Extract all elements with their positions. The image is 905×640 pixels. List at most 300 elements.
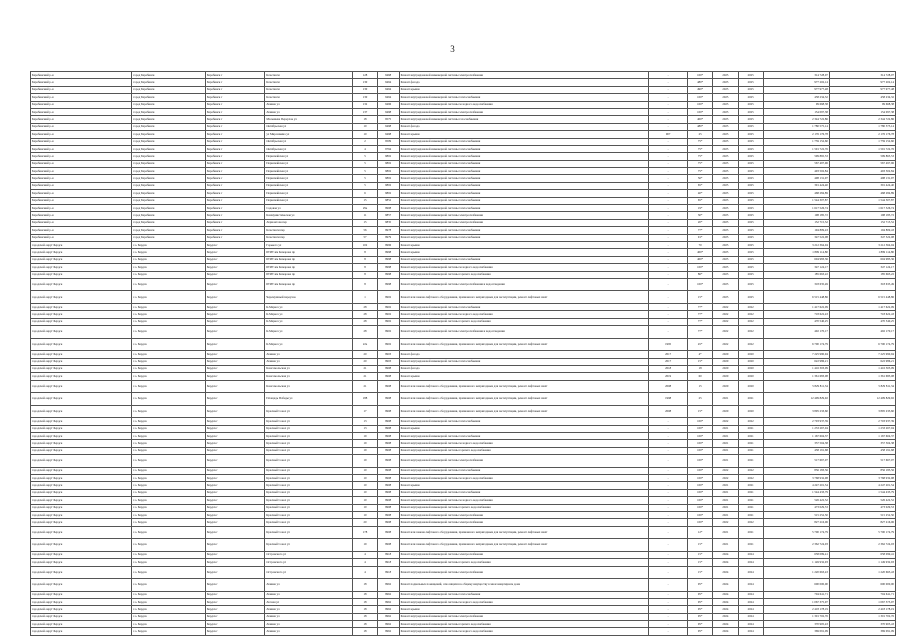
total-cost-cell: 3 212 364,04 (829, 241, 895, 248)
end-year-cell: 2024 (738, 591, 763, 598)
street-cell: Островского ул (265, 551, 353, 558)
street-cell: Кочетнаги (265, 86, 353, 93)
work-type-cell: Ремонт внутридомовой инженерной системы горячего водоснабжения (399, 447, 649, 454)
plan-year-cell: 2022 (713, 338, 738, 351)
total-cost-cell: 498 131,97 (829, 175, 895, 182)
house-number-cell: 8 (353, 264, 377, 271)
street-cell: Ленина ул (265, 108, 353, 115)
street-cell: Кочетнаги (265, 72, 353, 79)
year-cell: 2008 (649, 405, 688, 418)
municipality-cell: г.о. Бердск (132, 380, 206, 393)
house-id-cell: 9908 (377, 489, 399, 496)
district-cell: городской округ Бердск (31, 621, 132, 628)
house-number-cell: 10 (353, 475, 377, 482)
settlement-cell: Бердск г (205, 613, 264, 620)
house-id-cell: 9908 (377, 519, 399, 526)
house-number-cell: 5 (353, 168, 377, 175)
house-number-cell: 15 (353, 219, 377, 226)
year-cell: - (649, 432, 688, 439)
year-cell: 1995 (649, 338, 688, 351)
street-cell: Октябрьская ул (265, 145, 353, 152)
work-type-cell: Ремонт или замена лифтового оборудования, признанного непригодным для эксплуатации, ремонт лифтовых шахт (399, 291, 649, 304)
page-number: 3 (450, 44, 455, 54)
house-id-cell: 9998 (377, 264, 399, 271)
district-cell: Барабинский р-н (31, 145, 132, 152)
district-cell: городской округ Бердск (31, 497, 132, 504)
house-number-cell: 8 (353, 278, 377, 291)
plan-year-cell: 2025 (713, 190, 738, 197)
total-cost-cell: 152 715,52 (829, 219, 895, 226)
plan-year-cell: 2020 (713, 405, 738, 418)
house-id-cell: 9908 (377, 393, 399, 406)
work-type-cell: Ремонт внутридомовой инженерной системы электроснабжения (399, 613, 649, 620)
total-cost-cell: 1 416 303,09 (829, 365, 895, 372)
table-row (31, 108, 896, 115)
cost-cell: 1 416 303,09 (763, 365, 829, 372)
municipality-cell: г.о. Бердск (132, 613, 206, 620)
table-row (31, 190, 896, 197)
year-cell: 2018 (649, 365, 688, 372)
municipality-cell: г.о. Бердск (132, 440, 206, 447)
end-year-cell: 2025 (738, 160, 763, 167)
cost-cell: 526 422,52 (763, 497, 829, 504)
district-cell: городской округ Бердск (31, 303, 132, 310)
plan-year-cell: 2025 (713, 249, 738, 256)
plan-year-cell: 2021 (713, 455, 738, 468)
plan-year-cell: 2022 (713, 318, 738, 325)
municipality-cell: г.о. Бердск (132, 365, 206, 372)
cost-cell: 1 591 722,76 (763, 145, 829, 152)
work-type-cell: Ремонт внутридомовой инженерной системы электроснабжения (399, 108, 649, 115)
house-id-cell: 9962 (377, 621, 399, 628)
house-number-cell: 8 (353, 271, 377, 278)
plan-year-cell: 2025 (713, 94, 738, 101)
volume-cell: 100* (687, 432, 712, 439)
municipality-cell: г.о. Бердск (132, 278, 206, 291)
year-cell: - (649, 234, 688, 241)
municipality-cell: г.о. Бердск (132, 311, 206, 318)
house-number-cell: 20 (353, 351, 377, 358)
street-cell: Комсомольская ул (265, 373, 353, 380)
settlement-cell: Бердск г (205, 271, 264, 278)
table-row (31, 234, 896, 241)
settlement-cell: Бердск г (205, 475, 264, 482)
work-type-cell: Ремонт крыши (399, 482, 649, 489)
district-cell: Барабинский р-н (31, 72, 132, 79)
end-year-cell: 2022 (738, 311, 763, 318)
house-id-cell: 9802 (377, 190, 399, 197)
street-cell: Кочетнаги пер (265, 227, 353, 234)
table-row (31, 351, 896, 358)
plan-year-cell: 2020 (713, 365, 738, 372)
street-cell: БТИТ им Комарова пр (265, 278, 353, 291)
total-cost-cell: 473 029,53 (829, 504, 895, 511)
year-cell: - (649, 271, 688, 278)
volume-cell: 100* (687, 108, 712, 115)
street-cell: Первомайская ул (265, 168, 353, 175)
settlement-cell: Бердск г (205, 351, 264, 358)
house-number-cell: 18 (353, 598, 377, 605)
district-cell: Барабинский р-н (31, 168, 132, 175)
house-number-cell: 15 (353, 197, 377, 204)
total-cost-cell: 185 663,22 (829, 271, 895, 278)
work-type-cell: Ремонт внутридомовой инженерной системы холодного водоснабжения (399, 101, 649, 108)
house-id-cell: 9857 (377, 212, 399, 219)
table-row (31, 373, 896, 380)
district-cell: городской округ Бердск (31, 318, 132, 325)
cost-cell: 1 617 526,74 (763, 205, 829, 212)
cost-cell: 3 895 233,60 (763, 405, 829, 418)
house-number-cell: 20 (353, 519, 377, 526)
house-id-cell: 9998 (377, 256, 399, 263)
work-type-cell: Ремонт внутридомовой инженерной системы теплоснабжения (399, 418, 649, 425)
total-cost-cell: 2 176 176,78 (829, 131, 895, 138)
end-year-cell: 2025 (738, 256, 763, 263)
house-number-cell: 18 (353, 613, 377, 620)
total-cost-cell: 347 124,17 (829, 264, 895, 271)
municipality-cell: г.о. Бердск (132, 551, 206, 558)
plan-year-cell: 2022 (713, 311, 738, 318)
plan-year-cell: 2020 (713, 373, 738, 380)
house-number-cell: 21 (353, 365, 377, 372)
end-year-cell: 2024 (738, 621, 763, 628)
year-cell: - (649, 511, 688, 518)
cost-cell: 1 417 622,09 (763, 303, 829, 310)
house-number-cell: 130 (353, 86, 377, 93)
work-type-cell: Ремонт фасада (399, 351, 649, 358)
settlement-cell: Барабинск г (205, 168, 264, 175)
cost-cell: 492 170,17 (763, 326, 829, 339)
street-cell: Октябрьская ул (265, 138, 353, 145)
end-year-cell: 2024 (738, 579, 763, 592)
year-cell: - (649, 205, 688, 212)
municipality-cell: г.о. Бердск (132, 351, 206, 358)
district-cell: городской округ Бердск (31, 551, 132, 558)
street-cell: Коммунистическая ул (265, 212, 353, 219)
work-type-cell: Ремонт внутридомовой инженерной системы холодного водоснабжения (399, 440, 649, 447)
total-cost-cell: 198 185,72 (829, 212, 895, 219)
volume-cell: 12* (687, 526, 712, 539)
street-cell: Черемушный переулок (265, 291, 353, 304)
plan-year-cell: 2025 (713, 205, 738, 212)
table-row (31, 365, 896, 372)
total-cost-cell: 1 417 622,09 (829, 303, 895, 310)
street-cell: Первомайская ул (265, 175, 353, 182)
work-type-cell: Ремонт внутридомовой инженерной системы электроснабжения (399, 455, 649, 468)
table-row (31, 256, 896, 263)
total-cost-cell: 515 252,50 (829, 511, 895, 518)
municipality-cell: г.о. Бердск (132, 511, 206, 518)
volume-cell: 91* (687, 234, 712, 241)
plan-year-cell: 2025 (713, 153, 738, 160)
district-cell: городской округ Бердск (31, 455, 132, 468)
volume-cell: 100* (687, 467, 712, 474)
settlement-cell: Бердск г (205, 249, 264, 256)
total-cost-cell: 1 301 702,76 (829, 613, 895, 620)
year-cell: 2017 (649, 358, 688, 365)
cost-cell: 1 149 932,93 (763, 559, 829, 566)
end-year-cell: 2025 (738, 138, 763, 145)
district-cell: городской округ Бердск (31, 351, 132, 358)
year-cell: - (649, 219, 688, 226)
street-cell: Красный Сокол ул (265, 455, 353, 468)
district-cell: Барабинский р-н (31, 101, 132, 108)
cost-cell: 1 544 307,87 (763, 197, 829, 204)
settlement-cell: Бердск г (205, 256, 264, 263)
year-cell: - (649, 291, 688, 304)
end-year-cell: 2021 (738, 497, 763, 504)
district-cell: городской округ Бердск (31, 519, 132, 526)
end-year-cell: 2020 (738, 380, 763, 393)
district-cell: городской округ Бердск (31, 380, 132, 393)
year-cell: - (649, 86, 688, 93)
district-cell: городской округ Бердск (31, 418, 132, 425)
district-cell: Барабинский р-н (31, 116, 132, 123)
table-row (31, 168, 896, 175)
municipality-cell: город Барабинск (132, 197, 206, 204)
work-type-cell: Ремонт внутридомовой инженерной системы электроснабжения (399, 519, 649, 526)
work-type-cell: Ремонт или замена лифтового оборудования, признанного непригодным для эксплуатации, ремонт лифтовых шахт (399, 338, 649, 351)
work-type-cell: Ремонт или замена лифтового оборудования, признанного непригодным для эксплуатации, ремонт лифтовых шахт (399, 539, 649, 552)
work-type-cell: Ремонт внутридомовой инженерной системы электроснабжения (399, 212, 649, 219)
settlement-cell: Бердск г (205, 380, 264, 393)
plan-year-cell: 2022 (713, 475, 738, 482)
total-cost-cell: 1 759 152,60 (829, 138, 895, 145)
settlement-cell: Барабинск г (205, 160, 264, 167)
municipality-cell: г.о. Бердск (132, 591, 206, 598)
plan-year-cell: 2024 (713, 591, 738, 598)
settlement-cell: Бердск г (205, 358, 264, 365)
street-cell: Первомайская ул (265, 160, 353, 167)
year-cell: 1998 (649, 393, 688, 406)
settlement-cell: Бердск г (205, 338, 264, 351)
settlement-cell: Бердск г (205, 440, 264, 447)
house-id-cell: 9908 (377, 526, 399, 539)
plan-year-cell: 2024 (713, 628, 738, 635)
total-cost-cell: 493 502,84 (829, 168, 895, 175)
street-cell: Малышева Переулок ул (265, 116, 353, 123)
municipality-cell: город Барабинск (132, 138, 206, 145)
year-cell: 2008 (649, 380, 688, 393)
year-cell: - (649, 182, 688, 189)
house-id-cell: 9852 (377, 197, 399, 204)
street-cell: Ленина ул (265, 613, 353, 620)
end-year-cell: 2020 (738, 405, 763, 418)
table-body (31, 72, 896, 636)
settlement-cell: Бердск г (205, 511, 264, 518)
municipality-cell: г.о. Бердск (132, 358, 206, 365)
municipality-cell: город Барабинск (132, 160, 206, 167)
volume-cell: 100* (687, 418, 712, 425)
municipality-cell: г.о. Бердск (132, 455, 206, 468)
municipality-cell: г.о. Бердск (132, 482, 206, 489)
house-number-cell: 22а (353, 338, 377, 351)
cost-cell: 1 233 267,04 (763, 425, 829, 432)
volume-cell: 75* (687, 138, 712, 145)
plan-year-cell: 2021 (713, 539, 738, 552)
total-cost-cell: 369 091,09 (829, 628, 895, 635)
settlement-cell: Барабинск г (205, 101, 264, 108)
work-type-cell: Ремонт крыши (399, 241, 649, 248)
district-cell: городской округ Бердск (31, 264, 132, 271)
end-year-cell: 2022 (738, 467, 763, 474)
total-cost-cell: 2 418 178,19 (829, 606, 895, 613)
house-number-cell: 13 (353, 418, 377, 425)
volume-cell: 490* (687, 86, 712, 93)
total-cost-cell: 3 895 233,60 (829, 405, 895, 418)
year-cell: - (649, 116, 688, 123)
work-type-cell: Ремонт внутридомовой инженерной системы электроснабжения (399, 219, 649, 226)
total-cost-cell: 2 344 722,86 (829, 116, 895, 123)
plan-year-cell: 2021 (713, 447, 738, 454)
settlement-cell: Бердск г (205, 566, 264, 579)
municipality-cell: город Барабинск (132, 72, 206, 79)
municipality-cell: г.о. Бердск (132, 373, 206, 380)
total-cost-cell: 1 544 433,79 (829, 489, 895, 496)
work-type-cell: Ремонт внутридомовой инженерной системы теплоснабжения (399, 138, 649, 145)
end-year-cell: 2025 (738, 153, 763, 160)
plan-year-cell: 2021 (713, 504, 738, 511)
end-year-cell: 2021 (738, 511, 763, 518)
street-cell: БТИТ им Комарова пр (265, 256, 353, 263)
total-cost-cell: 6 700 174,79 (829, 338, 895, 351)
volume-cell: 18 (687, 365, 712, 372)
district-cell: городской округ Бердск (31, 291, 132, 304)
house-id-cell: 9908 (377, 455, 399, 468)
house-id-cell: 9494 (377, 79, 399, 86)
house-id-cell: 9802 (377, 182, 399, 189)
cost-cell: 599 865,53 (763, 153, 829, 160)
district-cell: городской округ Бердск (31, 249, 132, 256)
municipality-cell: г.о. Бердск (132, 393, 206, 406)
house-number-cell: 10 (353, 467, 377, 474)
table-row (31, 72, 896, 79)
work-type-cell: Ремонт внутридомовой инженерной системы теплоснабжения (399, 467, 649, 474)
year-cell: - (649, 153, 688, 160)
municipality-cell: г.о. Бердск (132, 338, 206, 351)
work-type-cell: Ремонт внутридомовой инженерной системы теплоснабжения (399, 591, 649, 598)
street-cell: Ленина ул (265, 101, 353, 108)
work-type-cell: Ремонт внутридомовой инженерной системы теплоснабжения (399, 303, 649, 310)
cost-cell: 314 728,07 (763, 72, 829, 79)
volume-cell: 100* (687, 72, 712, 79)
cost-cell: 458 234,32 (763, 94, 829, 101)
end-year-cell: 2025 (738, 212, 763, 219)
house-id-cell: 9908 (377, 365, 399, 372)
house-id-cell: 9902 (377, 291, 399, 304)
house-number-cell: 21 (353, 373, 377, 380)
settlement-cell: Бердск г (205, 591, 264, 598)
volume-cell: 86* (687, 271, 712, 278)
house-number-cell: 10 (353, 504, 377, 511)
volume-cell: 15* (687, 358, 712, 365)
settlement-cell: Барабинск г (205, 131, 264, 138)
cost-cell: 5 829 811,34 (763, 380, 829, 393)
end-year-cell: 2025 (738, 227, 763, 234)
end-year-cell: 2025 (738, 190, 763, 197)
volume-cell: 100* (687, 264, 712, 271)
district-cell: городской округ Бердск (31, 365, 132, 372)
district-cell: городской округ Бердск (31, 440, 132, 447)
house-number-cell: 28 (353, 326, 377, 339)
district-cell: городской округ Бердск (31, 467, 132, 474)
house-number-cell: 29а (353, 205, 377, 212)
street-cell: Первомайская ул (265, 153, 353, 160)
district-cell: городской округ Бердск (31, 579, 132, 592)
table-row (31, 566, 896, 579)
work-type-cell: Ремонт или замена лифтового оборудования, признанного непригодным для эксплуатации, ремонт лифтовых шахт (399, 380, 649, 393)
total-cost-cell: 599 865,53 (829, 153, 895, 160)
end-year-cell: 2024 (738, 551, 763, 558)
total-cost-cell: 1 233 267,04 (829, 425, 895, 432)
plan-year-cell: 2025 (713, 271, 738, 278)
total-cost-cell: 492 170,17 (829, 326, 895, 339)
house-number-cell: 18 (353, 116, 377, 123)
table-row (31, 405, 896, 418)
total-cost-cell: 1 617 526,74 (829, 205, 895, 212)
cost-cell: 1 361 683,08 (763, 373, 829, 380)
total-cost-cell: 1 220 663,43 (829, 566, 895, 579)
municipality-cell: город Барабинск (132, 86, 206, 93)
cost-cell: 468 284,89 (763, 190, 829, 197)
cost-cell: 856 183,56 (763, 467, 829, 474)
settlement-cell: Бердск г (205, 551, 264, 558)
house-number-cell: 19 (353, 432, 377, 439)
street-cell: К.Маркса ул (265, 318, 353, 325)
street-cell: Комсомольская ул (265, 365, 353, 372)
house-id-cell: 9908 (377, 475, 399, 482)
total-cost-cell: 600 000,00 (829, 579, 895, 592)
house-id-cell: 9902 (377, 318, 399, 325)
municipality-cell: город Барабинск (132, 168, 206, 175)
cost-cell: 977 977,48 (763, 86, 829, 93)
street-cell: Красный Сокол ул (265, 475, 353, 482)
table-row (31, 131, 896, 138)
work-type-cell: Ремонт внутридомовой инженерной системы холодного водоснабжения (399, 311, 649, 318)
year-cell: - (649, 489, 688, 496)
work-type-cell: Ремонт или замена лифтового оборудования, признанного непригодным для эксплуатации, ремонт лифтовых шахт (399, 405, 649, 418)
total-cost-cell: 977 202,14 (829, 79, 895, 86)
district-cell: Барабинский р-н (31, 131, 132, 138)
house-number-cell: 28 (353, 303, 377, 310)
end-year-cell: 2025 (738, 278, 763, 291)
house-id-cell: 9908 (377, 447, 399, 454)
plan-year-cell: 2025 (713, 123, 738, 130)
house-number-cell: 137 (353, 108, 377, 115)
settlement-cell: Бердск г (205, 291, 264, 304)
district-cell: Барабинский р-н (31, 175, 132, 182)
street-cell: Красный Сокол ул (265, 489, 353, 496)
street-cell: Ленина ул (265, 621, 353, 628)
volume-cell: 45* (687, 338, 712, 351)
cost-cell: 6 700 174,79 (763, 338, 829, 351)
settlement-cell: Бердск г (205, 504, 264, 511)
settlement-cell: Бердск г (205, 539, 264, 552)
work-type-cell: Ремонт внутридомовой инженерной системы теплоснабжения (399, 489, 649, 496)
house-number-cell: 4 (353, 551, 377, 558)
house-id-cell: 9494 (377, 86, 399, 93)
municipality-cell: г.о. Бердск (132, 598, 206, 605)
end-year-cell: 2025 (738, 219, 763, 226)
house-number-cell: 10 (353, 482, 377, 489)
end-year-cell: 2020 (738, 373, 763, 380)
total-cost-cell: 12 409 829,92 (829, 393, 895, 406)
cost-cell: 347 522,08 (763, 234, 829, 241)
end-year-cell: 2021 (738, 440, 763, 447)
house-number-cell: 17 (353, 405, 377, 418)
table-row (31, 138, 896, 145)
volume-cell: 65* (687, 182, 712, 189)
